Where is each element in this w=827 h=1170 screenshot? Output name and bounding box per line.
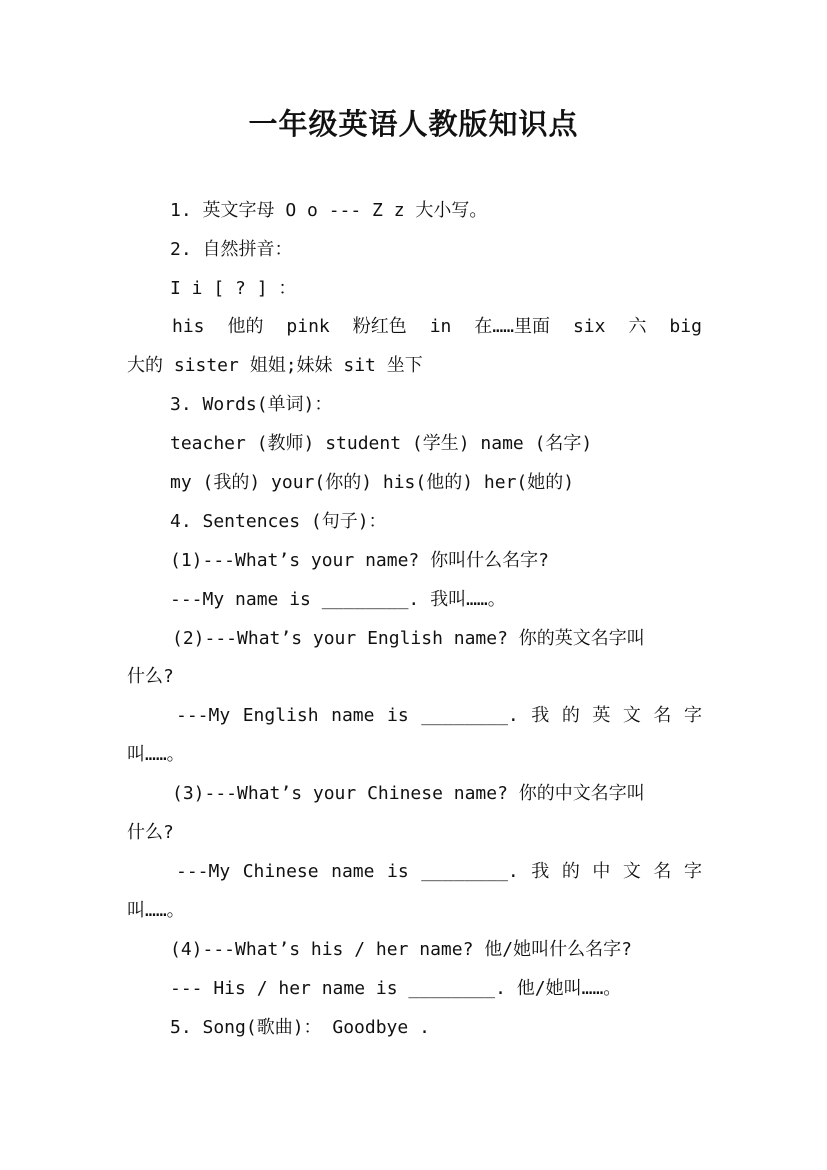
answer-blank: ________. (421, 861, 519, 882)
item-5-song: 5. Song(歌曲)： Goodbye . (170, 1017, 430, 1038)
phonics-word: 他的 (227, 316, 264, 337)
phonics-word: 六 (628, 316, 647, 337)
document-title: 一年级英语人教版知识点 (248, 107, 579, 141)
answer-token: English (242, 705, 319, 726)
sentence-4-question: (4)---What’s his / her name? 他/她叫什么名字? (170, 939, 632, 960)
answer-token: 我 (531, 861, 550, 882)
sentence-3-question-cont: 什么? (127, 822, 174, 843)
phonics-word: his (172, 316, 205, 337)
sentence-2-answer-cont: 叫……。 (127, 744, 185, 765)
phonics-word: pink (286, 316, 330, 337)
answer-token: Chinese (242, 861, 319, 882)
item-4-sentences-heading: 4. Sentences (句子)： (170, 511, 387, 532)
answer-token: 名 (653, 705, 672, 726)
answer-token: 中 (592, 861, 611, 882)
sentence-2-answer (176, 704, 702, 728)
item-3-words-heading: 3. Words(单词)： (170, 394, 333, 415)
phonics-word: big (669, 316, 702, 337)
phonics-words-line-1 (172, 315, 702, 339)
item-1-letters: 1. 英文字母 O o --- Z z 大小写。 (170, 200, 488, 221)
phonics-word: in (429, 316, 452, 337)
sentence-1-answer: ---My name is ________. 我叫……。 (170, 589, 506, 610)
answer-blank: ________. (421, 705, 519, 726)
phonics-word: 在……里面 (474, 316, 551, 337)
answer-token: is (387, 861, 409, 882)
answer-token: 我 (531, 705, 550, 726)
phonics-word: six (572, 316, 606, 337)
sentence-1-question: (1)---What’s your name? 你叫什么名字? (170, 550, 549, 571)
phonics-label: I i [ ? ] ： (170, 278, 297, 299)
answer-token: name (331, 861, 375, 882)
item-2-phonics-heading: 2. 自然拼音： (170, 239, 293, 260)
sentence-2-question-cont: 什么? (127, 666, 174, 687)
answer-token: 文 (622, 705, 641, 726)
answer-token: 英 (592, 705, 611, 726)
sentence-3-answer-cont: 叫……。 (127, 900, 185, 921)
sentence-4-answer: --- His / her name is ________. 他/她叫……。 (170, 978, 622, 999)
answer-token: 字 (683, 861, 702, 882)
answer-token: 的 (561, 861, 580, 882)
answer-token: ---My (176, 861, 231, 882)
phonics-words-line-2: 大的 sister 姐姐;妹妹 sit 坐下 (127, 355, 423, 376)
answer-token: is (387, 705, 409, 726)
sentence-2-question: (2)---What’s your English name? 你的英文名字叫 (172, 628, 645, 649)
sentence-3-answer (176, 860, 702, 884)
answer-token: 的 (561, 705, 580, 726)
answer-token: name (331, 705, 375, 726)
words-line-1: teacher (教师) student (学生) name (名字) (170, 433, 593, 454)
phonics-word: 粉红色 (352, 316, 407, 337)
answer-token: ---My (176, 705, 231, 726)
answer-token: 字 (683, 705, 702, 726)
sentence-3-question: (3)---What’s your Chinese name? 你的中文名字叫 (172, 783, 645, 804)
words-line-2: my (我的) your(你的) his(他的) her(她的) (170, 472, 575, 493)
answer-token: 名 (653, 861, 672, 882)
answer-token: 文 (622, 861, 641, 882)
